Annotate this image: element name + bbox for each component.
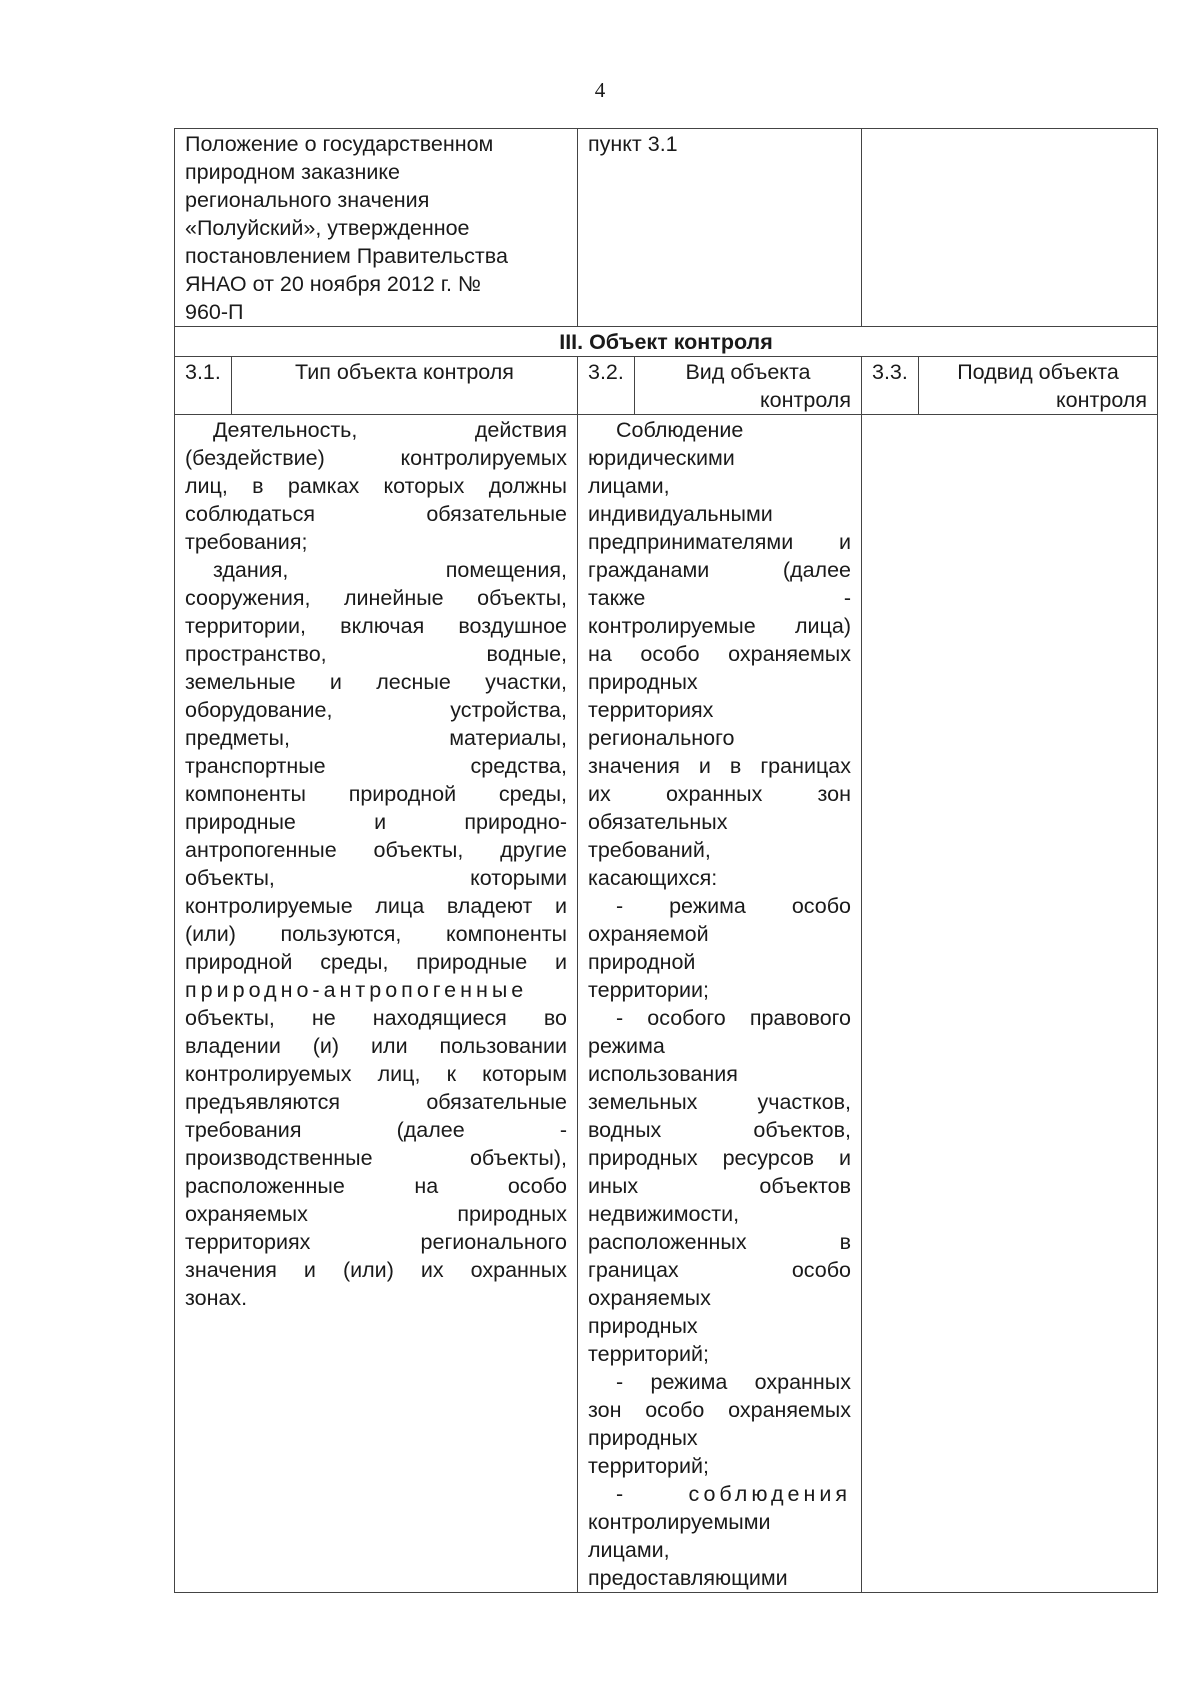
- object-type-line: (или) пользуются, компоненты: [185, 922, 567, 946]
- object-type-line: транспортные средства,: [185, 754, 567, 778]
- object-kind-line: природных: [588, 1314, 698, 1338]
- basis-document-cell: [175, 129, 578, 327]
- object-kind-line: касающихся:: [588, 866, 718, 890]
- object-kind-line: природных: [588, 1426, 698, 1450]
- basis-extra-cell: [862, 129, 1158, 327]
- object-type-text: [185, 416, 567, 1312]
- object-kind-cell: [578, 415, 862, 1593]
- object-type-line: расположенные на особо: [185, 1174, 567, 1198]
- object-type-line: владении (и) или пользовании: [185, 1034, 567, 1058]
- header-object-type-label: Тип объекта контроля: [295, 360, 514, 384]
- object-kind-line: территориях: [588, 698, 714, 722]
- object-type-line: объекты, которыми: [185, 866, 567, 890]
- object-type-line: требования (далее -: [185, 1118, 567, 1142]
- object-kind-line: лицами,: [588, 1538, 670, 1562]
- object-kind-line: режима: [588, 1034, 665, 1058]
- object-kind-line: иных объектов: [588, 1174, 851, 1198]
- object-type-line: (бездействие) контролируемых: [185, 446, 567, 470]
- header-object-subkind-line2: контроля: [1056, 388, 1147, 412]
- object-type-line: здания, помещения,: [213, 558, 567, 582]
- object-type-line: земельные и лесные участки,: [185, 670, 567, 694]
- object-kind-line: природных: [588, 670, 698, 694]
- header-row: [175, 357, 1158, 415]
- object-type-line: контролируемых лиц, к которым: [185, 1062, 567, 1086]
- object-subkind-cell: [862, 415, 1158, 1593]
- object-kind-line: использования: [588, 1062, 738, 1086]
- object-kind-line: территории;: [588, 978, 710, 1002]
- object-kind-line: - особого правового: [616, 1006, 851, 1030]
- object-kind-line: - режима охранных: [616, 1370, 851, 1394]
- control-object-table: [174, 128, 1158, 1593]
- object-type-line: сооружения, линейные объекты,: [185, 586, 567, 610]
- object-kind-line: контролируемые лица): [588, 614, 851, 638]
- object-type-line: природной среды, природные и: [185, 950, 567, 974]
- object-kind-line: гражданами (далее: [588, 558, 851, 582]
- header-object-kind-line2: контроля: [760, 388, 851, 412]
- basis-document-line: природном заказнике: [185, 160, 400, 184]
- basis-document-line: ЯНАО от 20 ноября 2012 г. №: [185, 272, 481, 296]
- object-type-line: объекты, не находящиеся во: [185, 1006, 567, 1030]
- object-kind-line: на особо охраняемых: [588, 642, 851, 666]
- object-kind-line: - соблюдения: [616, 1482, 851, 1506]
- object-kind-line: территорий;: [588, 1342, 710, 1366]
- object-kind-line: земельных участков,: [588, 1090, 851, 1114]
- object-kind-line: природных ресурсов и: [588, 1146, 851, 1170]
- object-type-line: охраняемых природных: [185, 1202, 567, 1226]
- object-type-line: оборудование, устройства,: [185, 698, 567, 722]
- basis-row: [175, 129, 1158, 327]
- object-type-line: территории, включая воздушное: [185, 614, 567, 638]
- object-type-line: зонах.: [185, 1286, 248, 1310]
- header-num-3-2: 3.2.: [578, 357, 635, 415]
- object-type-line: значения и (или) их охранных: [185, 1258, 567, 1282]
- object-kind-line: охраняемых: [588, 1286, 711, 1310]
- object-kind-line: - режима особо: [616, 894, 851, 918]
- object-type-line: Деятельность, действия: [213, 418, 567, 442]
- object-type-line: пространство, водные,: [185, 642, 567, 666]
- basis-document-line: Положение о государственном: [185, 132, 494, 156]
- basis-clause: пункт 3.1: [588, 132, 678, 156]
- object-kind-line: лицами,: [588, 474, 670, 498]
- object-type-line: соблюдаться обязательные: [185, 502, 567, 526]
- object-kind-text: [588, 416, 851, 1592]
- object-type-line: антропогенные объекты, другие: [185, 838, 567, 862]
- object-kind-line: природной: [588, 950, 696, 974]
- object-type-line: производственные объекты),: [185, 1146, 567, 1170]
- object-type-line: контролируемые лица владеют и: [185, 894, 567, 918]
- object-kind-line: обязательных: [588, 810, 728, 834]
- object-type-line: лиц, в рамках которых должны: [185, 474, 567, 498]
- header-num-3-3: 3.3.: [862, 357, 919, 415]
- object-kind-line: предпринимателями и: [588, 530, 851, 554]
- object-kind-line: границах особо: [588, 1258, 851, 1282]
- basis-document-line: 960-П: [185, 300, 244, 324]
- header-object-subkind: [919, 357, 1158, 415]
- basis-document-line: регионального значения: [185, 188, 430, 212]
- content-row: [175, 415, 1158, 1593]
- object-kind-line: водных объектов,: [588, 1118, 851, 1142]
- object-kind-line: предоставляющими: [588, 1566, 788, 1590]
- basis-document-text: [185, 130, 567, 326]
- object-kind-line: недвижимости,: [588, 1202, 740, 1226]
- header-object-kind: [635, 357, 862, 415]
- page-number: 4: [594, 78, 606, 102]
- object-type-line: предъявляются обязательные: [185, 1090, 567, 1114]
- header-object-type: [232, 357, 578, 415]
- object-type-cell: [175, 415, 578, 1593]
- object-kind-line: индивидуальными: [588, 502, 773, 526]
- section-row: [175, 327, 1158, 357]
- object-kind-line: зон особо охраняемых: [588, 1398, 851, 1422]
- object-kind-line: значения и в границах: [588, 754, 851, 778]
- header-object-kind-line1: Вид объекта: [685, 360, 811, 384]
- object-type-line: требования;: [185, 530, 308, 554]
- object-kind-line: Соблюдение: [616, 418, 744, 442]
- header-num-3-1: 3.1.: [175, 357, 232, 415]
- object-type-line: предметы, материалы,: [185, 726, 567, 750]
- object-kind-line: их охранных зон: [588, 782, 851, 806]
- object-kind-line: регионального: [588, 726, 735, 750]
- basis-clause-cell: [578, 129, 862, 327]
- object-kind-line: расположенных в: [588, 1230, 851, 1254]
- object-type-line: компоненты природной среды,: [185, 782, 567, 806]
- object-kind-line: требований,: [588, 838, 711, 862]
- basis-document-line: «Полуйский», утвержденное: [185, 216, 470, 240]
- object-kind-line: контролируемыми: [588, 1510, 771, 1534]
- object-type-line: территориях регионального: [185, 1230, 567, 1254]
- object-type-line: природные и природно-: [185, 810, 567, 834]
- object-type-line: природно-антропогенные: [185, 978, 528, 1002]
- object-kind-line: территорий;: [588, 1454, 710, 1478]
- section-title: III. Объект контроля: [175, 327, 1158, 357]
- basis-document-line: постановлением Правительства: [185, 244, 508, 268]
- object-kind-line: охраняемой: [588, 922, 709, 946]
- header-object-subkind-line1: Подвид объекта: [957, 360, 1119, 384]
- object-kind-line: также -: [588, 586, 851, 610]
- object-kind-line: юридическими: [588, 446, 735, 470]
